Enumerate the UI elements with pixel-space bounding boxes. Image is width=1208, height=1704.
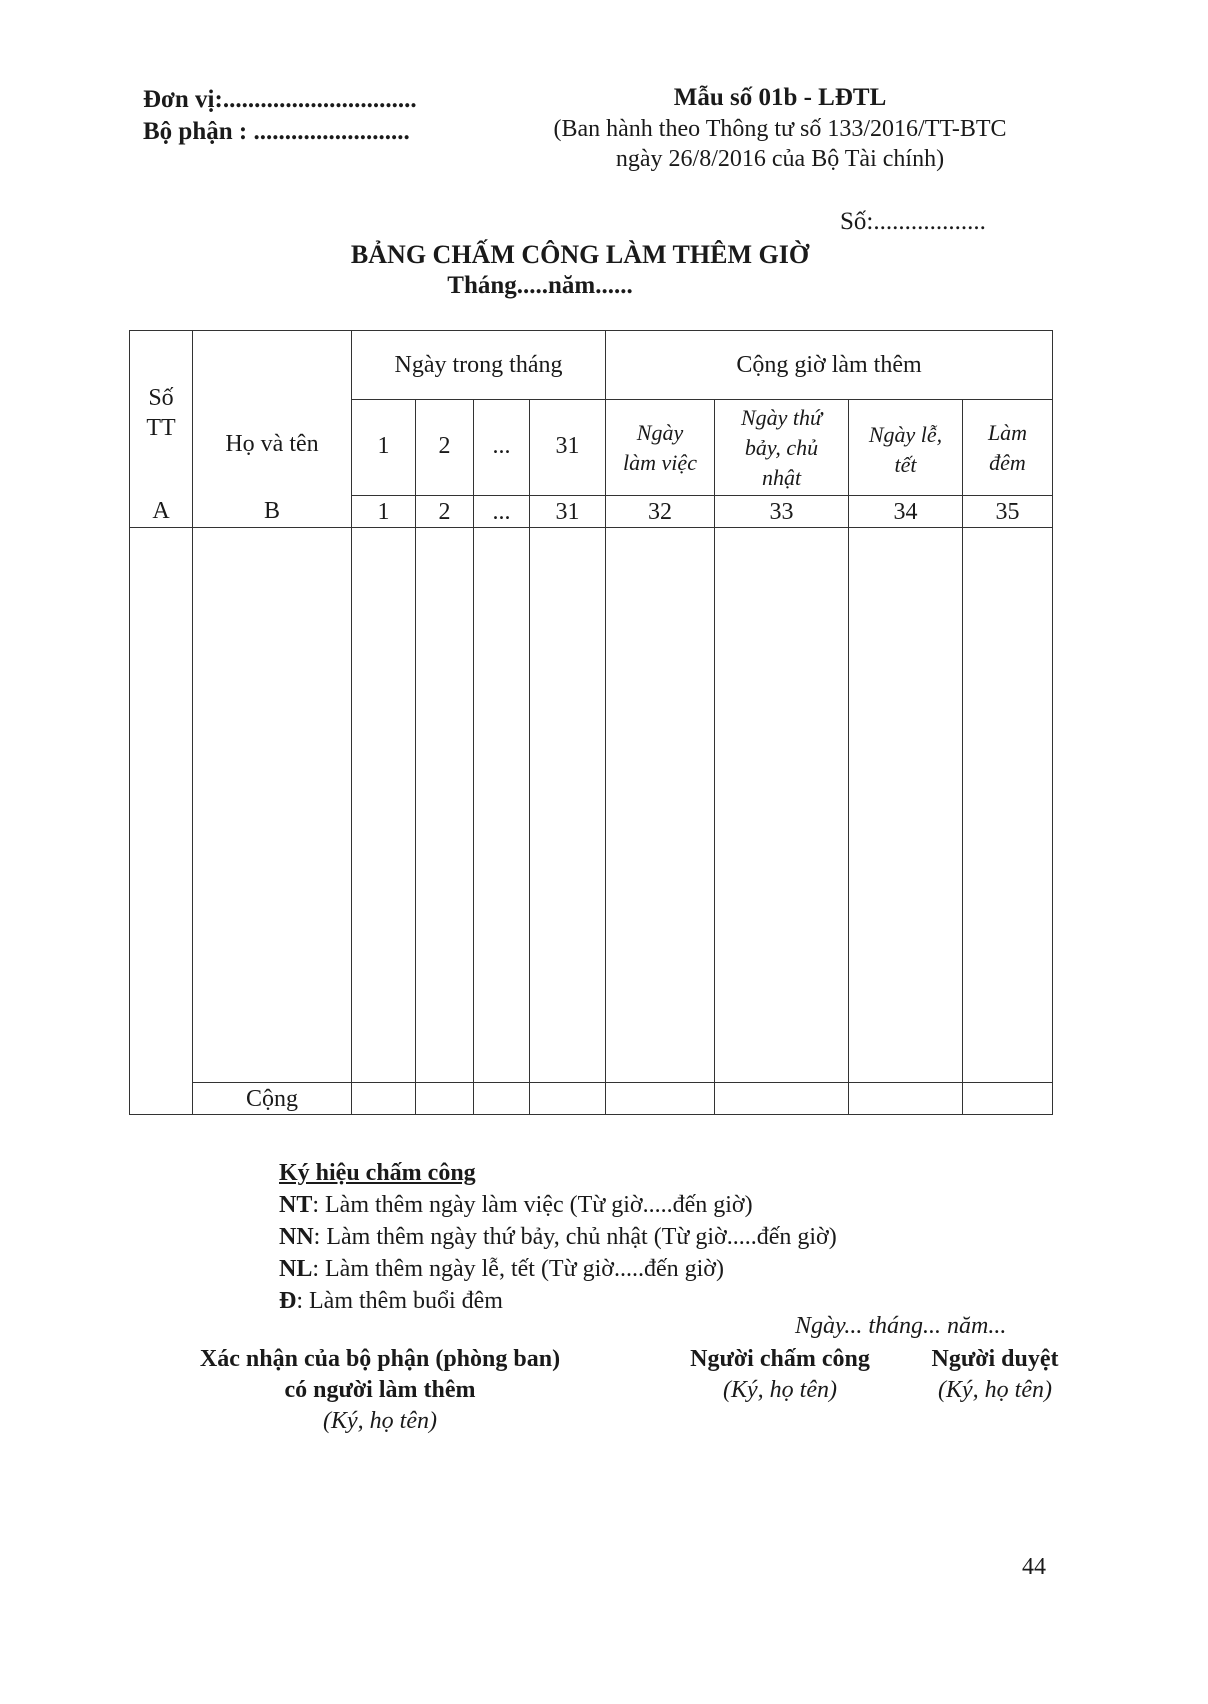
legend-text: : Làm thêm buổi đêm — [296, 1288, 503, 1314]
code-cell: 2 — [416, 496, 474, 528]
approver-title: Người duyệt — [931, 1346, 1059, 1372]
legend-code: NT — [279, 1192, 313, 1218]
table-row — [130, 528, 1053, 1083]
header-holiday: Ngày lễ, tết — [849, 400, 963, 496]
code-cell: A — [130, 496, 193, 528]
legend-text: : Làm thêm ngày làm việc (Từ giờ.....đến giờ) — [312, 1192, 753, 1218]
code-cell: 32 — [606, 496, 715, 528]
issued-date: ngày 26/8/2016 của Bộ Tài chính) — [615, 146, 945, 172]
table-cell[interactable] — [715, 528, 849, 1083]
legend-text: : Làm thêm ngày thứ bảy, chủ nhật (Từ giờ.....đến giờ) — [313, 1224, 837, 1250]
header-night: Làm đêm — [963, 400, 1053, 496]
department-field: Bộ phận : ......................... — [143, 118, 410, 145]
total-cell[interactable] — [715, 1083, 849, 1115]
legend-item — [279, 1285, 503, 1317]
table-cell[interactable] — [193, 528, 352, 1083]
confirm-title-2: có người làm thêm — [284, 1377, 476, 1403]
page-title: BẢNG CHẤM CÔNG LÀM THÊM GIỜ — [350, 240, 810, 269]
unit-field: Đơn vị:............................... — [143, 86, 417, 113]
document-number: Số:.................. — [840, 208, 986, 235]
table-cell[interactable] — [416, 528, 474, 1083]
code-cell: ... — [474, 496, 530, 528]
table-cell[interactable] — [352, 528, 416, 1083]
header-hours-group: Cộng giờ làm thêm — [606, 331, 1053, 400]
header-day-1: 1 — [352, 400, 416, 496]
header-weekend: Ngày thứ bảy, chủ nhật — [715, 400, 849, 496]
header-day-31: 31 — [530, 400, 606, 496]
header-day-2: 2 — [416, 400, 474, 496]
header-day-ellipsis: ... — [474, 400, 530, 496]
timekeeper-sign: (Ký, họ tên) — [723, 1377, 837, 1403]
date-line: Ngày... tháng... năm... — [795, 1313, 1007, 1339]
table-cell[interactable] — [530, 528, 606, 1083]
form-number: Mẫu số 01b - LĐTL — [673, 84, 887, 111]
code-cell: B — [193, 496, 352, 528]
total-cell[interactable] — [849, 1083, 963, 1115]
table-cell[interactable] — [963, 528, 1053, 1083]
header-stt: Số TT — [130, 331, 193, 496]
legend-code: NL — [279, 1256, 313, 1282]
confirm-sign: (Ký, họ tên) — [323, 1408, 437, 1434]
legend-text: : Làm thêm ngày lễ, tết (Từ giờ.....đến giờ) — [312, 1256, 724, 1282]
page-subtitle: Tháng.....năm...... — [447, 272, 633, 299]
total-row — [130, 1083, 1053, 1115]
total-cell[interactable] — [606, 1083, 715, 1115]
total-label: Cộng — [193, 1083, 352, 1115]
code-cell: 33 — [715, 496, 849, 528]
total-cell[interactable] — [474, 1083, 530, 1115]
legend-item — [279, 1189, 753, 1221]
total-cell[interactable] — [963, 1083, 1053, 1115]
timekeeper-title: Người chấm công — [690, 1346, 870, 1372]
header-days-group: Ngày trong tháng — [352, 331, 606, 400]
total-cell[interactable] — [530, 1083, 606, 1115]
table-cell[interactable] — [606, 528, 715, 1083]
code-cell: 31 — [530, 496, 606, 528]
confirm-title: Xác nhận của bộ phận (phòng ban) — [199, 1346, 561, 1372]
legend-code: NN — [279, 1224, 314, 1250]
legend-item — [279, 1221, 837, 1253]
code-cell: 35 — [963, 496, 1053, 528]
approver-sign: (Ký, họ tên) — [938, 1377, 1052, 1403]
table-cell[interactable] — [474, 528, 530, 1083]
legend-title: Ký hiệu chấm công — [279, 1160, 476, 1186]
page-number: 44 — [1022, 1554, 1046, 1580]
header-name: Họ và tên — [193, 331, 352, 496]
table-cell — [130, 528, 193, 1115]
legend-code: Đ — [279, 1288, 297, 1314]
total-cell[interactable] — [416, 1083, 474, 1115]
overtime-table — [129, 330, 1053, 1115]
total-cell[interactable] — [352, 1083, 416, 1115]
code-cell: 34 — [849, 496, 963, 528]
issued-by: (Ban hành theo Thông tư số 133/2016/TT-BTC — [553, 116, 1007, 142]
legend-item — [279, 1253, 724, 1285]
code-cell: 1 — [352, 496, 416, 528]
header-workday: Ngày làm việc — [606, 400, 715, 496]
table-cell[interactable] — [849, 528, 963, 1083]
